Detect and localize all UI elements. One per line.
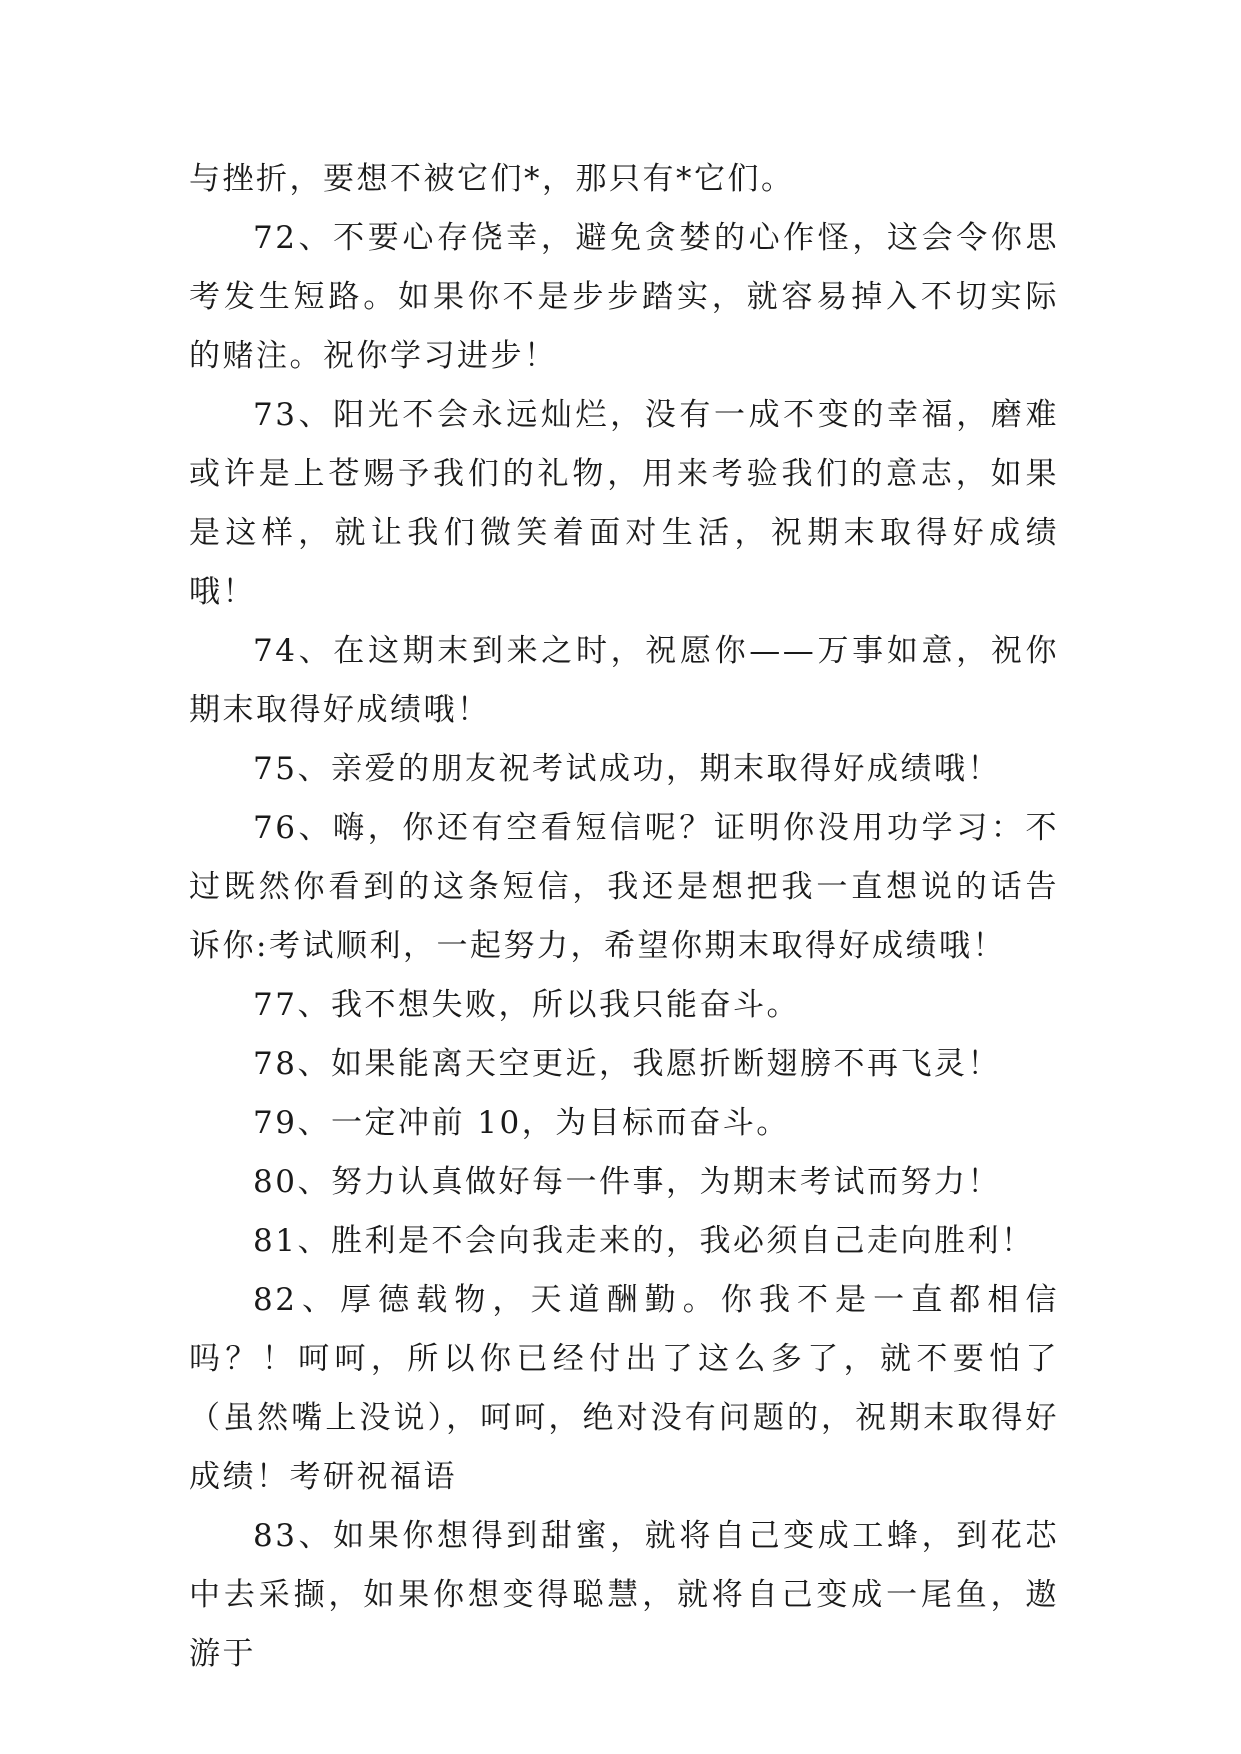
paragraph-72: 72、不要心存侥幸，避免贪婪的心作怪，这会令你思考发生短路。如果你不是步步踏实，就容易掉入不切实际的赌注。祝你学习进步！ (189, 220, 1059, 374)
paragraph-82: 82、厚德载物，天道酬勤。你我不是一直都相信吗？！呵呵，所以你已经付出了这么多了，就不要怕了（虽然嘴上没说），呵呵，绝对没有问题的，祝期末取得好成绩！考研祝福语 (189, 1282, 1059, 1495)
paragraph-75: 75、亲爱的朋友祝考试成功，期末取得好成绩哦！ (253, 751, 1001, 787)
paragraph-79: 79、一定冲前 10，为目标而奋斗。 (253, 1105, 790, 1141)
paragraph-74: 74、在这期末到来之时，祝愿你——万事如意，祝你期末取得好成绩哦！ (189, 633, 1059, 728)
paragraph-80: 80、努力认真做好每一件事，为期末考试而努力！ (253, 1164, 1001, 1200)
paragraph-83: 83、如果你想得到甜蜜，就将自己变成工蜂，到花芯中去采撷，如果你想变得聪慧，就将自己变成一尾鱼，遨游于 (189, 1518, 1059, 1672)
paragraph-73: 73、阳光不会永远灿烂，没有一成不变的幸福，磨难或许是上苍赐予我们的礼物，用来考验我们的意志，如果是这样，就让我们微笑着面对生活，祝期末取得好成绩哦！ (189, 397, 1059, 610)
paragraph-76: 76、嗨，你还有空看短信呢？证明你没用功学习：不过既然你看到的这条短信，我还是想把我一直想说的话告诉你:考试顺利，一起努力，希望你期末取得好成绩哦！ (189, 810, 1059, 964)
paragraph-77: 77、我不想失败，所以我只能奋斗。 (253, 987, 800, 1023)
paragraph-81: 81、胜利是不会向我走来的，我必须自己走向胜利！ (253, 1223, 1035, 1259)
paragraph-71-continuation: 与挫折，要想不被它们*，那只有*它们。 (189, 161, 795, 197)
document-page (189, 150, 1059, 1684)
paragraph-78: 78、如果能离天空更近，我愿折断翅膀不再飞灵！ (253, 1046, 1001, 1082)
